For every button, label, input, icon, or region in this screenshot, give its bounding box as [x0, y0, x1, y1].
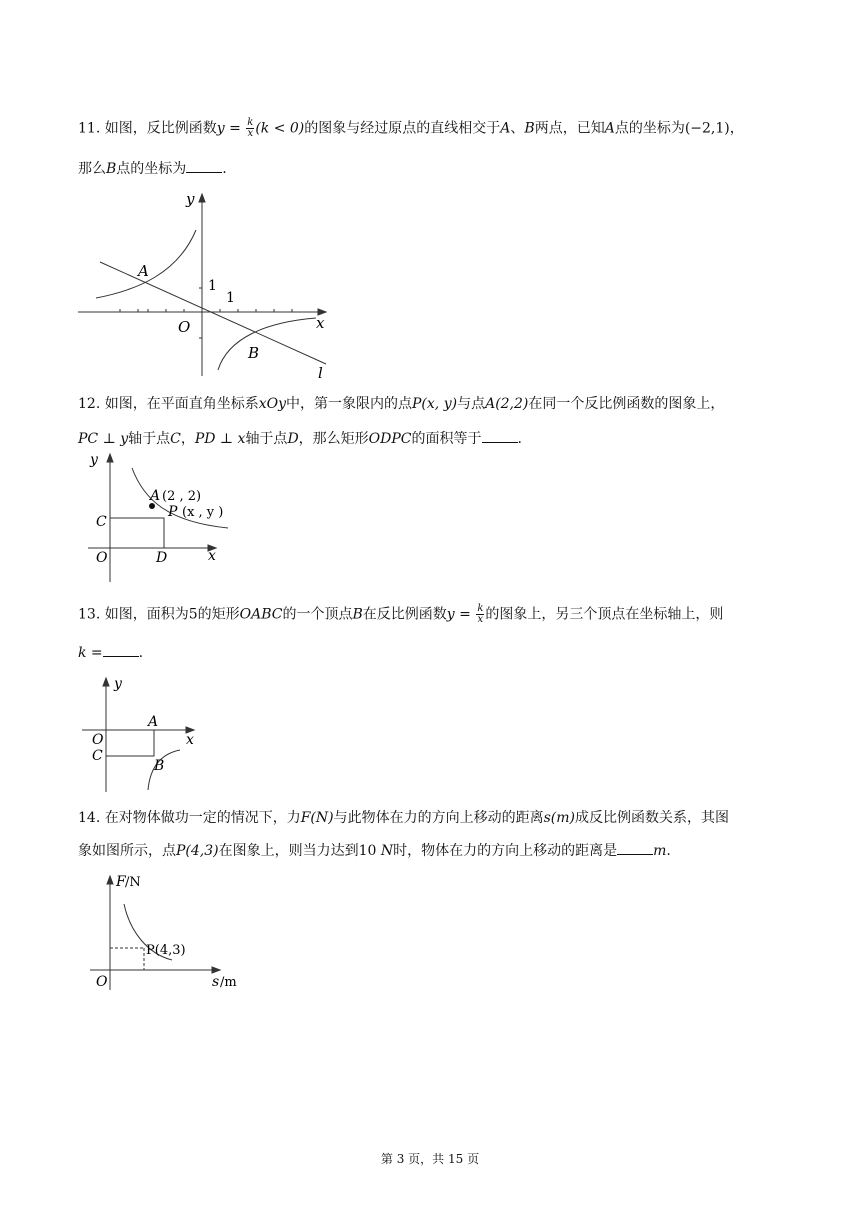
q13-number: 13. [78, 606, 101, 623]
q13-text-1: 如图，面积为 [104, 606, 189, 623]
q12-label-d: D [156, 550, 168, 566]
q14-label-m: /m [220, 975, 237, 990]
q12-label-p-coord: (x , y ) [182, 505, 224, 520]
q14-unit-m: m [653, 843, 667, 859]
q11-answer-blank[interactable] [186, 158, 222, 173]
q11-number: 11. [78, 120, 101, 137]
q13-rect-oabc: OABC [239, 606, 283, 623]
q12-text-1: 如图，在平面直角坐标系 [104, 396, 259, 412]
q12-answer-blank[interactable] [482, 428, 518, 443]
q11-label-1y: 1 [208, 278, 217, 294]
q12-label-c: C [96, 514, 107, 530]
q14-unit-n: N [380, 843, 394, 859]
q11-point-b: B [524, 120, 535, 137]
q14-force: F(N) [300, 810, 334, 826]
q13-five: 5 [188, 606, 198, 623]
q13-frac-num: k [477, 603, 484, 614]
q13-text-5: 的图象上，另三个顶点在坐标轴上，则 [485, 606, 724, 623]
q11-text-3: 两点，已知 [534, 120, 605, 137]
q12-label-o: O [96, 550, 108, 566]
q11-line1 [78, 118, 744, 139]
q12-rect-odpc: ODPC [368, 431, 412, 447]
q11-text-2: 的图象与经过原点的直线相交于 [304, 120, 501, 137]
q12-figure [88, 450, 248, 584]
q11-fraction [246, 118, 254, 139]
q11-condition: (k < 0) [255, 120, 305, 137]
q14-y-arrow [107, 876, 113, 884]
q11-y-eq: y = [216, 120, 241, 137]
q12-pc-perp: PC ⊥ y [78, 431, 129, 447]
q12-text-8: 的面积等于 [411, 431, 482, 447]
q11-text-1: 如图，反比例函数 [104, 120, 217, 137]
q11-label-1x: 1 [226, 290, 235, 306]
q12-xoy: xOy [258, 396, 287, 412]
q14-text-5: 在图象上，则当力达到 [218, 843, 359, 859]
q13-label-a: A [148, 714, 159, 730]
q13-fraction [476, 604, 484, 625]
q11-line2 [78, 158, 227, 179]
q11-label-l: l [318, 364, 323, 380]
q13-text-2: 的矩形 [197, 606, 240, 623]
q11-line2-text-a: 那么 [78, 161, 106, 177]
q11-text-4: 点的坐标为 [614, 120, 685, 137]
q14-label-p: P(4,3) [146, 943, 186, 958]
q13-label-x: x [186, 732, 194, 748]
q11-point-b-2: B [106, 161, 117, 177]
q12-text-5: 轴于点 [128, 431, 171, 447]
page-footer: 第 3 页，共 15 页 [380, 1152, 480, 1166]
q12-pd-perp: PD ⊥ x [194, 431, 246, 447]
q14-label-f: F [116, 874, 126, 890]
q13-text-4: 在反比例函数 [362, 606, 447, 623]
q11-frac-num: k [247, 117, 254, 128]
q14-number: 14. [78, 810, 101, 826]
q14-label-o: O [96, 974, 108, 990]
q13-label-o: O [92, 732, 104, 748]
q14-answer-blank[interactable] [617, 840, 653, 855]
q13-period: . [138, 645, 144, 661]
q14-figure [90, 870, 250, 994]
q13-text-3: 的一个顶点 [282, 606, 353, 623]
q13-label-y: y [114, 676, 122, 692]
q13-line2 [78, 642, 143, 663]
q12-label-p: P [168, 504, 178, 520]
q12-label-a: A [150, 488, 161, 504]
q12-number: 12. [78, 396, 101, 412]
q12-text-2: 中，第一象限内的点 [286, 396, 413, 412]
q14-distance: s(m) [543, 810, 575, 826]
q14-text-2: 与此物体在力的方向上移动的距离 [333, 810, 544, 826]
q12-text-3: 与点 [457, 396, 486, 412]
q14-line1 [78, 808, 729, 828]
q13-y-arrow [103, 678, 109, 686]
q14-text-4: 象如图所示，点 [78, 843, 176, 859]
q12-text-4: 在同一个反比例函数的图象上， [528, 396, 725, 412]
q12-point-d: D [287, 431, 299, 447]
q11-label-x: x [316, 314, 325, 332]
q12-point-a: A(2,2) [485, 396, 529, 412]
q13-label-b: B [154, 758, 165, 774]
q12-line1 [78, 394, 724, 414]
q11-period: . [222, 161, 227, 177]
q11-coord: (−2,1) [684, 120, 730, 137]
q11-point-a-2: A [604, 120, 615, 137]
q12-period: . [517, 431, 522, 447]
q13-point-b: B [352, 606, 363, 623]
q12-line2 [78, 428, 522, 449]
q14-text-3: 成反比例函数关系，其图 [575, 810, 729, 826]
q13-rect-oabc-shape [106, 730, 154, 756]
q12-text-6: 轴于点 [245, 431, 288, 447]
q14-ten: 10 [358, 843, 377, 859]
q12-label-x: x [208, 548, 216, 564]
q14-text-1: 在对物体做功一定的情况下，力 [104, 810, 301, 826]
q13-y-eq: y = [446, 606, 471, 623]
q12-label-a-coord: (2 , 2) [162, 489, 202, 504]
q13-label-c: C [92, 748, 103, 764]
q14-label-s: s [212, 974, 220, 990]
q12-point-c: C [170, 431, 181, 447]
q11-y-arrow [199, 194, 205, 202]
q14-point-p: P(4,3) [176, 843, 219, 859]
q11-label-y: y [186, 190, 195, 208]
q14-period: . [666, 843, 671, 859]
q13-figure [80, 672, 204, 796]
q11-line2-text-b: 点的坐标为 [116, 161, 187, 177]
q11-sep: 、 [510, 120, 525, 137]
q13-line1 [78, 604, 723, 625]
q12-text-7: ，那么矩形 [298, 431, 369, 447]
q11-curve-lower [218, 318, 316, 370]
q12-comma: ， [180, 431, 195, 447]
q11-label-a: A [138, 262, 149, 280]
q11-frac-den: x [247, 128, 254, 139]
q14-text-6: 时，物体在力的方向上移动的距离是 [393, 843, 618, 859]
q14-x-arrow [212, 967, 220, 973]
q13-k-eq: k = [78, 645, 103, 661]
q14-line2 [78, 840, 671, 861]
q14-label-n: /N [125, 875, 141, 890]
q13-answer-blank[interactable] [103, 642, 139, 657]
q12-label-y: y [90, 452, 98, 468]
q11-label-b: B [248, 344, 260, 362]
q11-text-5: ， [729, 120, 744, 137]
q11-point-a: A [500, 120, 511, 137]
q11-figure [78, 188, 338, 380]
q12-rect-odpc-shape [110, 518, 164, 548]
q12-y-arrow [107, 454, 113, 462]
q12-point-p: P(x, y) [412, 396, 458, 412]
q11-label-o: O [178, 318, 191, 336]
q13-frac-den: x [477, 614, 484, 625]
